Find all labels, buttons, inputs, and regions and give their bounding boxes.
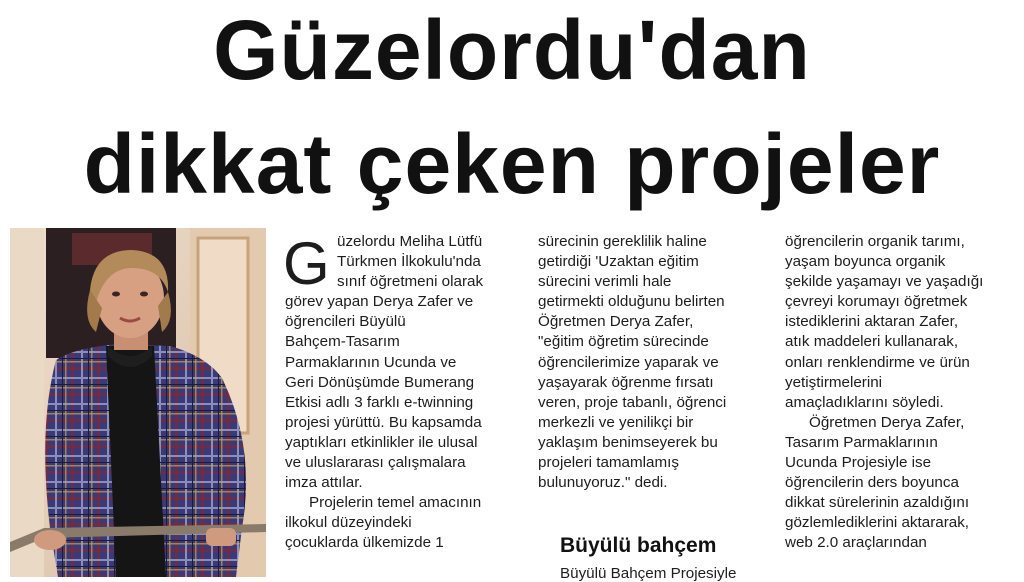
text-line: şekilde yaşamayı ve yaşadığı — [785, 273, 984, 291]
text-line: projeleri tamamlamış — [538, 454, 679, 472]
text-line: sürecinin gereklilik haline — [538, 233, 707, 250]
text-line: yetiştirmelerini — [785, 373, 883, 391]
text-line: Etkisi adlı 3 farklı e-twinning — [285, 393, 474, 411]
text-line: gözlemlediklerini aktararak, — [785, 514, 970, 532]
text-line: web 2.0 araçlarından — [785, 534, 927, 552]
text-line: yaşam boyunca organik — [785, 253, 946, 271]
text-line: yaşayarak öğrenme fırsatı — [538, 373, 714, 391]
article-column-3 — [785, 232, 1010, 554]
text-line: Bahçem-Tasarım — [285, 333, 400, 351]
text-line: öğrencileri Büyülü — [285, 313, 406, 331]
text-line: istediklerini aktaran Zafer, — [785, 313, 959, 331]
article-column-1 — [285, 232, 517, 554]
text-line: çevreyi korumayı öğretmek — [785, 293, 968, 311]
text-line: sürecini verimli hale — [538, 273, 672, 291]
text-line: ve uluslararası çalışmalara — [285, 454, 466, 472]
text-line: imza attılar. — [285, 474, 363, 492]
text-line: Projelerin temel amacının — [309, 494, 482, 512]
text-line: "eğitim öğretim sürecinde — [538, 333, 709, 351]
text-line: Büyülü Bahçem Projesiyle — [560, 565, 737, 582]
text-line: öğrencilerimize yaparak ve — [538, 353, 719, 371]
article-column-2 — [538, 232, 770, 493]
text-line: öğrencilerin ders boyunca — [785, 474, 959, 492]
text-line: onları renklendirme ve ürün — [785, 353, 970, 371]
text-line: yaklaşım benimseyerek bu — [538, 433, 718, 451]
teacher-photo — [10, 228, 266, 577]
text-line: getirdiği 'Uzaktan eğitim — [538, 253, 699, 271]
drop-cap: G — [283, 230, 330, 297]
text-line: amaçladıklarını söyledi. — [785, 393, 944, 411]
text-line: bulunuyoruz." dedi. — [538, 474, 668, 492]
section-subheading: Büyülü bahçem — [560, 534, 717, 557]
text-line: sınıf öğretmeni olarak — [337, 273, 484, 291]
text-line: Türkmen İlkokulu'nda — [337, 253, 481, 271]
text-line: Parmaklarının Ucunda ve — [285, 353, 457, 371]
text-line: yaptıkları etkinlikler ile ulusal — [285, 433, 478, 451]
text-line: merkezli ve yenilikçi bir — [538, 413, 694, 431]
text-line: Ucunda Projesiyle ise — [785, 454, 932, 472]
text-line: Öğretmen Derya Zafer, — [809, 413, 965, 431]
text-line: getirmekti olduğunu belirten — [538, 293, 725, 311]
text-line: veren, proje tabanlı, öğrenci — [538, 393, 727, 411]
text-line: ilkokul düzeyindeki — [285, 514, 412, 532]
text-line: Öğretmen Derya Zafer, — [538, 313, 694, 331]
text-line: çocuklarda ülkemizde 1 — [285, 534, 444, 552]
text-line: dikkat sürelerinin azaldığını — [785, 494, 970, 512]
text-line: üzelordu Meliha Lütfü — [337, 233, 483, 250]
text-line: Tasarım Parmaklarının — [785, 433, 938, 451]
text-line: atık maddeleri kullanarak, — [785, 333, 959, 351]
text-line: Geri Dönüşümde Bumerang — [285, 373, 475, 391]
text-line: öğrencilerin organik tarımı, — [785, 233, 965, 250]
text-line: görev yapan Derya Zafer ve — [285, 293, 474, 311]
headline-line-1: Güzelordu'dan — [213, 3, 811, 97]
headline-line-2: dikkat çeken projeler — [83, 117, 941, 211]
text-line: projesi yürüttü. Bu kapsamda — [285, 413, 482, 431]
